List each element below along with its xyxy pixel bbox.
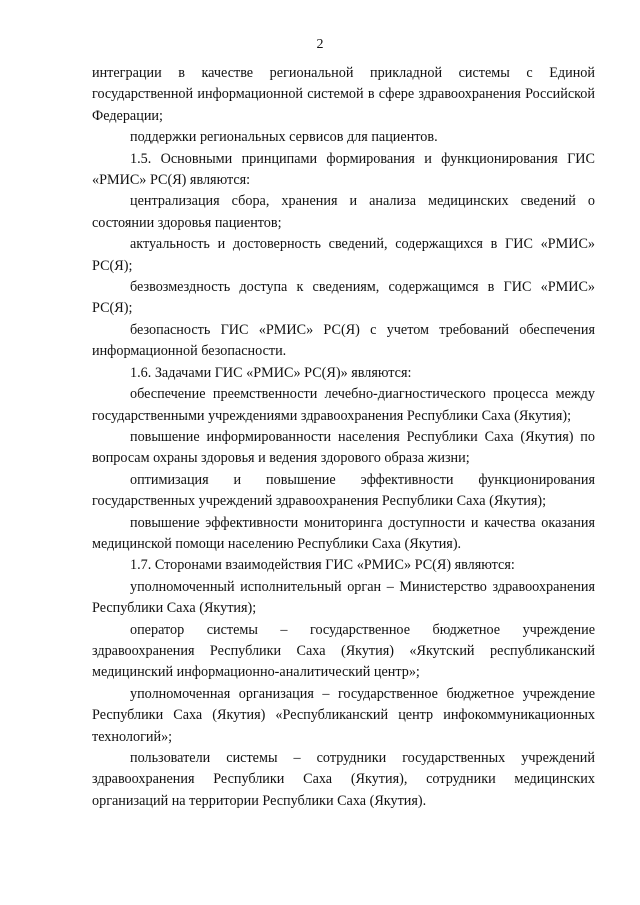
principle-free-access: безвозмездность доступа к сведениям, содержащимся в ГИС «РМИС» РС(Я); [92, 279, 595, 317]
document-body [92, 63, 595, 812]
paragraph-patient-services: поддержки региональных сервисов для пациентов. [130, 129, 438, 146]
task-awareness: повышение информированности населения Республики Саха (Якутия) по вопросам охраны здоровья и ведения здорового образа жизни; [92, 428, 595, 467]
party-authorized-organization: уполномоченная организация – государственное бюджетное учреждение Республики Саха (Якутия) «Республиканский центр инфокоммуникационных технологий»; [92, 685, 595, 745]
principle-centralization: централизация сбора, хранения и анализа медицинских сведений о состоянии здоровья пациентов; [92, 193, 595, 231]
party-operator: оператор системы – государственное бюджетное учреждение здравоохранения Республики Саха (Якутия) «Якутский республиканский медицинский информационно-аналитический центр»; [92, 621, 595, 681]
section-1-6-heading: 1.6. Задачами ГИС «РМИС» РС(Я)» являются: [130, 364, 412, 381]
principle-relevance: актуальность и достоверность сведений, содержащихся в ГИС «РМИС» РС(Я); [92, 236, 595, 274]
task-optimization: оптимизация и повышение эффективности функционирования государственных учреждений здравоохранения Республики Саха (Якутия); [92, 471, 595, 510]
party-users: пользователи системы – сотрудники государственных учреждений здравоохранения Республики Саха (Якутия), сотрудники медицинских организаций на территории Республики Саха (Якутия). [92, 750, 595, 809]
party-ministry: уполномоченный исполнительный орган – Министерство здравоохранения Республики Саха (Якутия); [92, 578, 595, 617]
task-continuity: обеспечение преемственности лечебно-диагностического процесса между государственными учреждениями здравоохранения Республики Саха (Якутия); [92, 386, 595, 424]
section-1-5-heading: 1.5. Основными принципами формирования и функционирования ГИС «РМИС» РС(Я) являются: [92, 150, 595, 189]
paragraph-integration-continued: интеграции в качестве региональной прикладной системы с Единой государственной информационной системой в сфере здравоохранения Российской Федерации; [92, 65, 595, 124]
section-1-7-heading: 1.7. Сторонами взаимодействия ГИС «РМИС» РС(Я) являются: [130, 557, 515, 574]
principle-security: безопасность ГИС «РМИС» РС(Я) с учетом требований обеспечения информационной безопасности. [92, 321, 595, 360]
task-monitoring: повышение эффективности мониторинга доступности и качества оказания медицинской помощи населению Республики Саха (Якутия). [92, 514, 595, 552]
page-number: 2 [316, 37, 324, 52]
